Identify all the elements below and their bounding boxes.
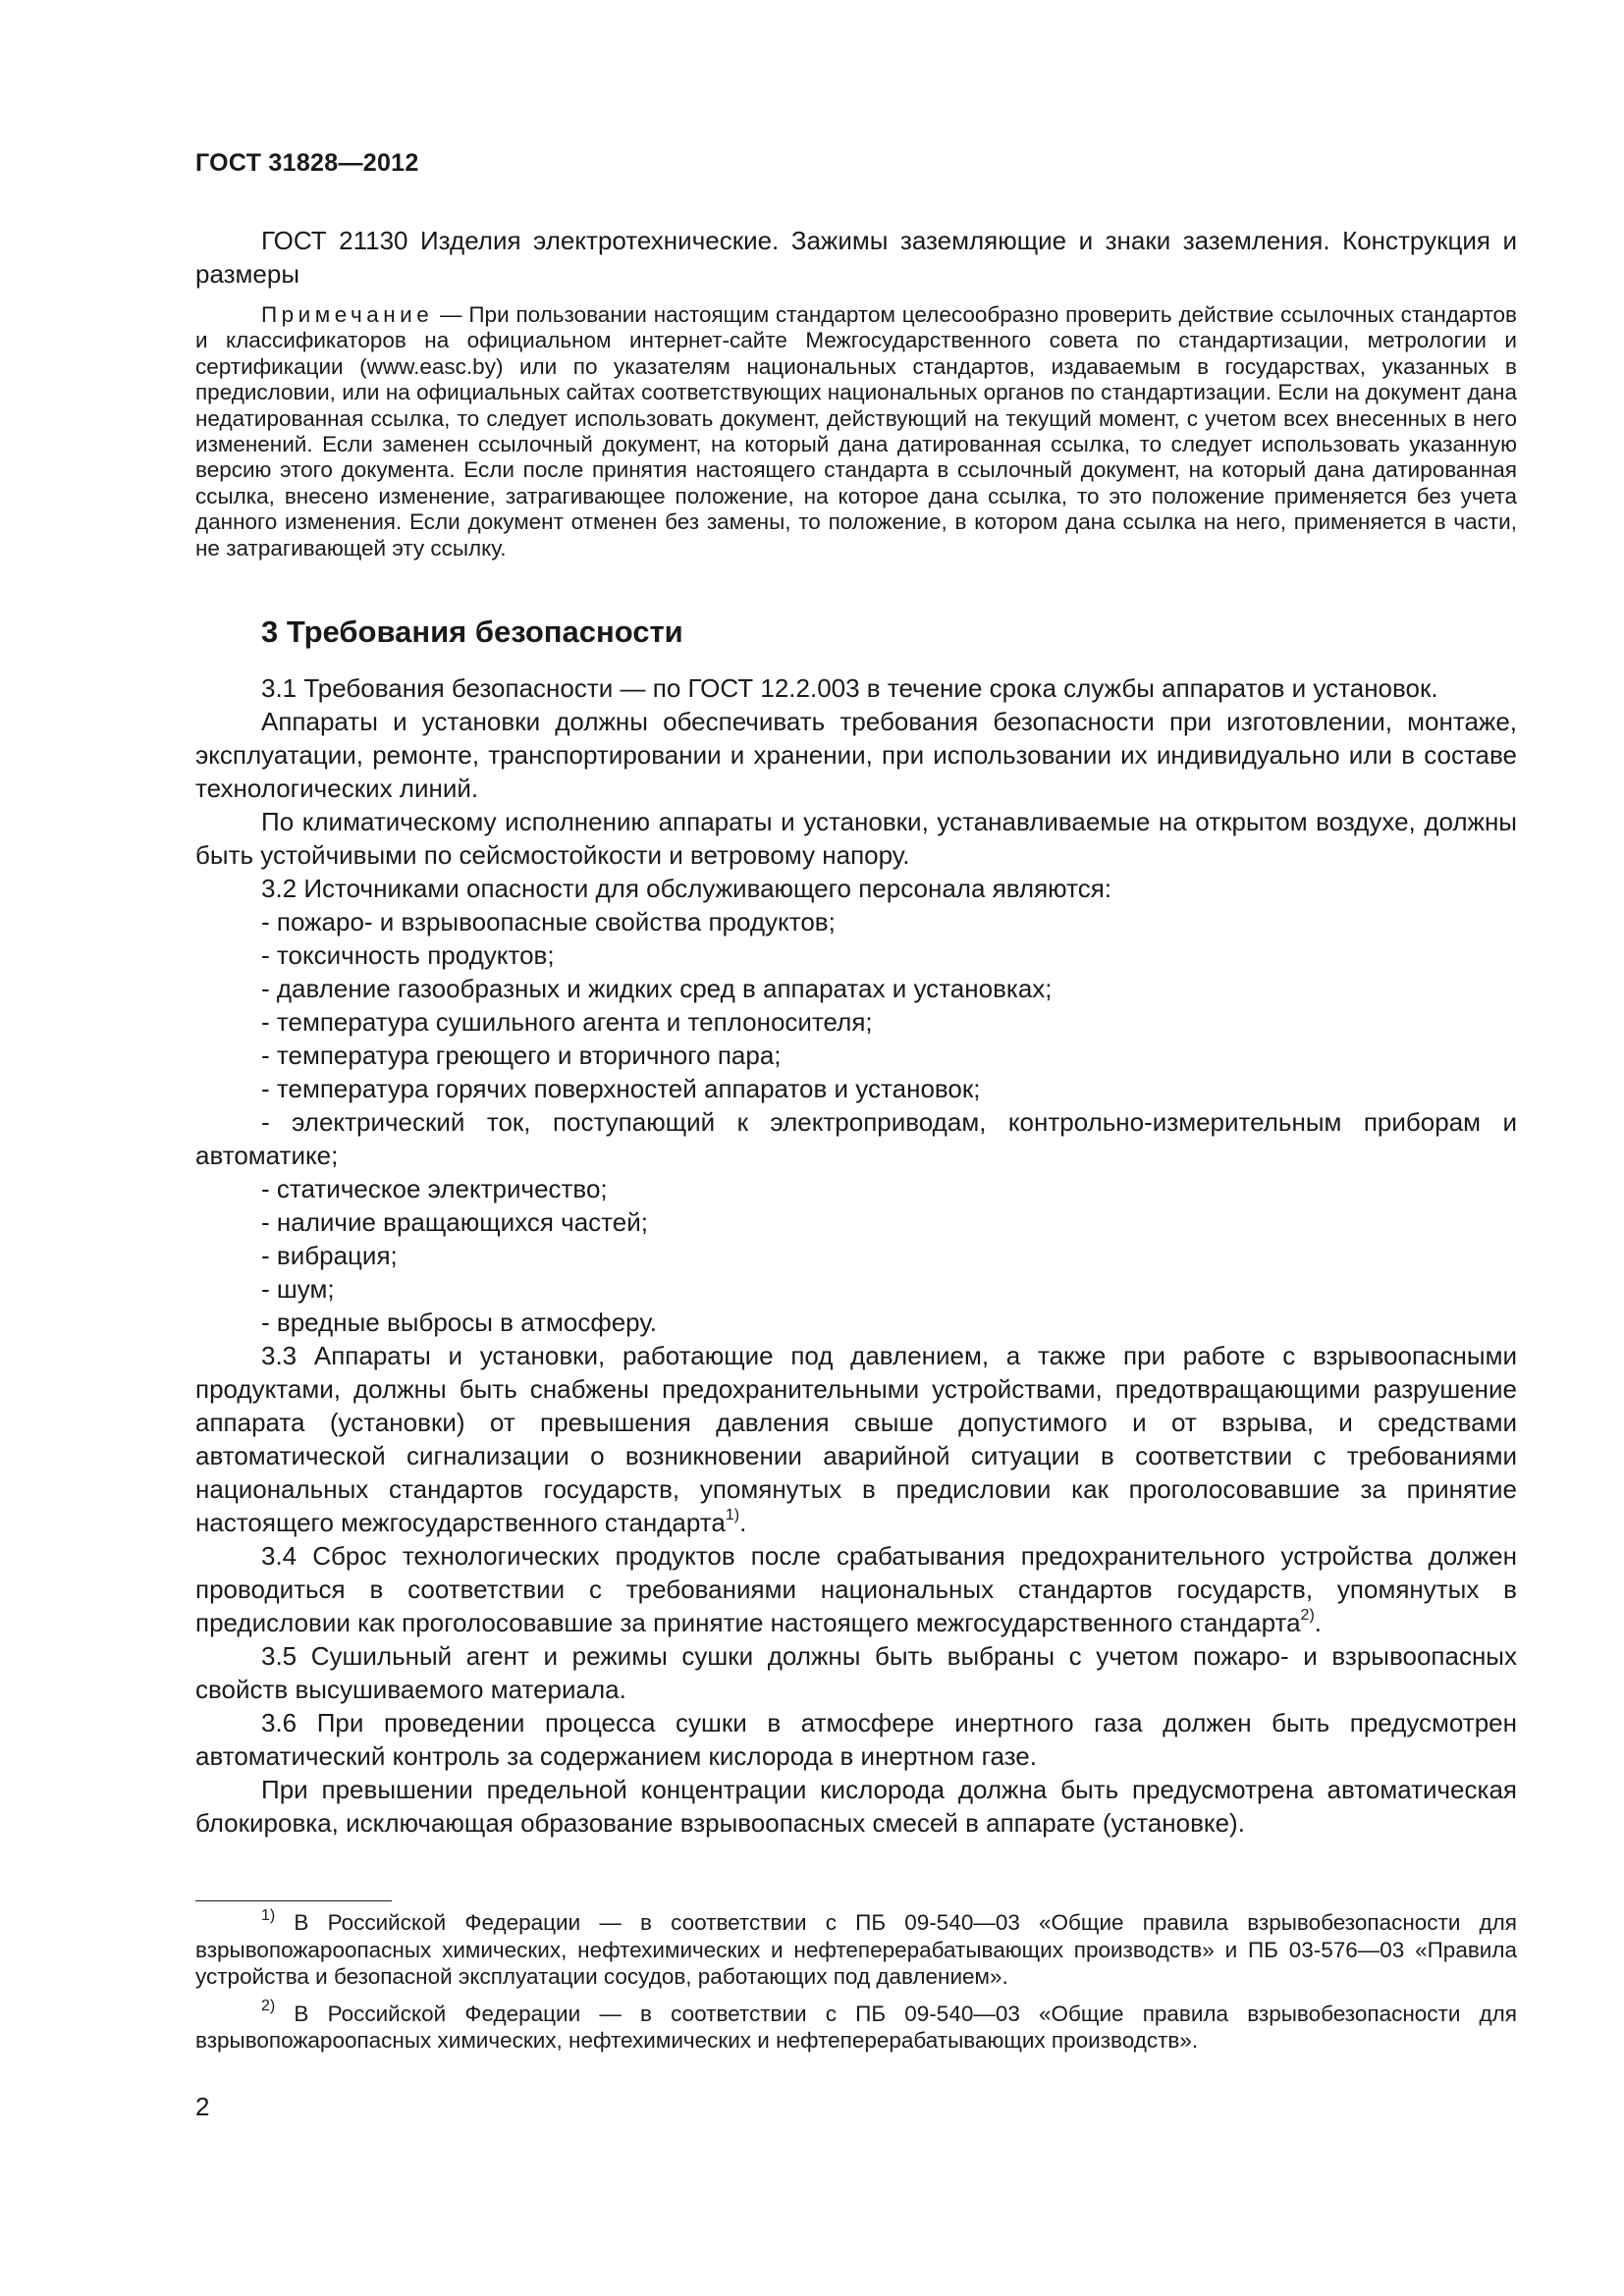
footnote-marker-2: 2)	[261, 1998, 276, 2014]
document-code-header: ГОСТ 31828—2012	[195, 149, 419, 177]
list-item: - вибрация;	[261, 1241, 398, 1271]
list-item: - статическое электричество;	[261, 1174, 608, 1204]
list-item: - токсичность продуктов;	[261, 940, 555, 971]
paragraph-3-1-climate: По климатическому исполнению аппараты и установки, устанавливаемые на открытом воздухе, должны быть устойчивыми по сейсмостойкости и ветровому напору.	[195, 807, 1517, 871]
paragraph-3-3-end: .	[739, 1508, 747, 1538]
note-label: Примечание	[261, 302, 434, 327]
paragraph-3-1: 3.1 Требования безопасности — по ГОСТ 12.2.003 в течение срока службы аппаратов и установок.	[261, 673, 1438, 704]
footnote-2	[195, 1998, 1517, 2055]
footnote-ref-1[interactable]: 1)	[725, 1507, 740, 1524]
page-number: 2	[195, 2092, 210, 2121]
footnote-ref-2[interactable]: 2)	[1300, 1607, 1315, 1625]
paragraph-3-6-blocking: При превышении предельной концентрации кислорода должна быть предусмотрена автоматическая блокировка, исключающая образование взрывоопасных смесей в аппарате (установке).	[195, 1775, 1517, 1839]
footnotes-block	[195, 1900, 1517, 2064]
list-item: - температура греющего и вторичного пара;	[261, 1041, 782, 1071]
footnote-1-text: В Российской Федерации — в соответствии с ПБ 09-540—03 «Общие правила взрывобезопасности для взрывопожароопасных химических, нефтехимических и нефтеперерабатывающих производств» и ПБ 03-576—03 «Правила устройства и безопасной эксплуатации сосудов, работающих под давлением».	[195, 1910, 1517, 1989]
list-item: - давление газообразных и жидких сред в аппаратах и установках;	[261, 974, 1053, 1004]
reference-gost-21130: ГОСТ 21130 Изделия электротехнические. Зажимы заземляющие и знаки заземления. Конструкция и размеры	[195, 226, 1517, 289]
paragraph-3-3-text: 3.3 Аппараты и установки, работающие под давлением, а также при работе с взрывоопасными продуктами, должны быть снабжены предохранительными устройствами, предотвращающими разрушение аппарата (установки) от превышения давления свыше допустимого и от взрыва, и средствами автоматической сигнализации о возникновении аварийной ситуации в соответствии с требованиями национальных стандартов государств, упомянутых в предисловии как проголосовавшие за принятие настоящего межгосударственного стандарта	[195, 1341, 1517, 1538]
footnote-1	[195, 1906, 1517, 1991]
paragraph-3-1-requirements: Аппараты и установки должны обеспечивать требования безопасности при изготовлении, монтаже, эксплуатации, ремонте, транспортировании и хранении, при использовании их индивидуально или в составе технологических линий.	[195, 707, 1517, 804]
paragraph-3-5: 3.5 Сушильный агент и режимы сушки должны быть выбраны с учетом пожаро- и взрывоопасных свойств высушиваемого материала.	[195, 1641, 1517, 1705]
paragraph-3-2: 3.2 Источниками опасности для обслуживающего персонала являются:	[261, 874, 1112, 904]
paragraph-3-4-end: .	[1314, 1608, 1323, 1638]
note-paragraph	[195, 302, 1517, 561]
list-item: - электрический ток, поступающий к электроприводам, контрольно-измерительным приборам и автоматике;	[195, 1107, 1517, 1171]
hazards-list	[195, 905, 1517, 1339]
list-item: - температура горячих поверхностей аппаратов и установок;	[261, 1074, 981, 1104]
paragraph-3-6: 3.6 При проведении процесса сушки в атмосфере инертного газа должен быть предусмотрен автоматический контроль за содержанием кислорода в инертном газе.	[195, 1708, 1517, 1772]
list-item: - температура сушильного агента и теплоносителя;	[261, 1007, 873, 1038]
note-text: — При пользовании настоящим стандартом целесообразно проверить действие ссылочных стандартов и классификаторов на официальном интернет-сайте Межгосударственного совета по стандартизации, метрологии и сертификации (www.easc.by) или по указателям национальных стандартов, издаваемым в государствах, указанных в предисловии, или на официальных сайтах соответствующих национальных органов по стандартизации. Если на документ дана недатированная ссылка, то следует использовать документ, действующий на текущий момент, с учетом всех внесенных в него изменений. Если заменен ссылочный документ, на который дана датированная ссылка, то следует использовать указанную версию этого документа. Если после принятия настоящего стандарта в ссылочный документ, на который дана датированная ссылка, внесено изменение, затрагивающее положение, на которое дана ссылка, то это положение применяется без учета данного изменения. Если документ отменен без замены, то положение, в котором дана ссылка на него, применяется в части, не затрагивающей эту ссылку.	[195, 302, 1517, 561]
page-content	[195, 224, 1517, 1840]
section-3-heading: 3 Требования безопасности	[261, 614, 683, 650]
paragraph-3-4	[195, 1539, 1517, 1639]
list-item: - наличие вращающихся частей;	[261, 1207, 648, 1238]
footnote-marker-1: 1)	[261, 1906, 276, 1924]
paragraph-3-3	[195, 1339, 1517, 1539]
footnote-separator	[195, 1900, 392, 1901]
list-item: - пожаро- и взрывоопасные свойства продуктов;	[261, 907, 836, 937]
paragraph-3-4-text: 3.4 Сброс технологических продуктов после срабатывания предохранительного устройства должен проводиться в соответствии с требованиями национальных стандартов государств, упомянутых в предисловии как проголосовавшие за принятие настоящего межгосударственного стандарта	[195, 1541, 1517, 1638]
footnote-2-text: В Российской Федерации — в соответствии с ПБ 09-540—03 «Общие правила взрывобезопасности для взрывопожароопасных химических, нефтехимических и нефтеперерабатывающих производств».	[195, 2001, 1517, 2053]
list-item: - вредные выбросы в атмосферу.	[261, 1308, 657, 1338]
list-item: - шум;	[261, 1274, 335, 1305]
